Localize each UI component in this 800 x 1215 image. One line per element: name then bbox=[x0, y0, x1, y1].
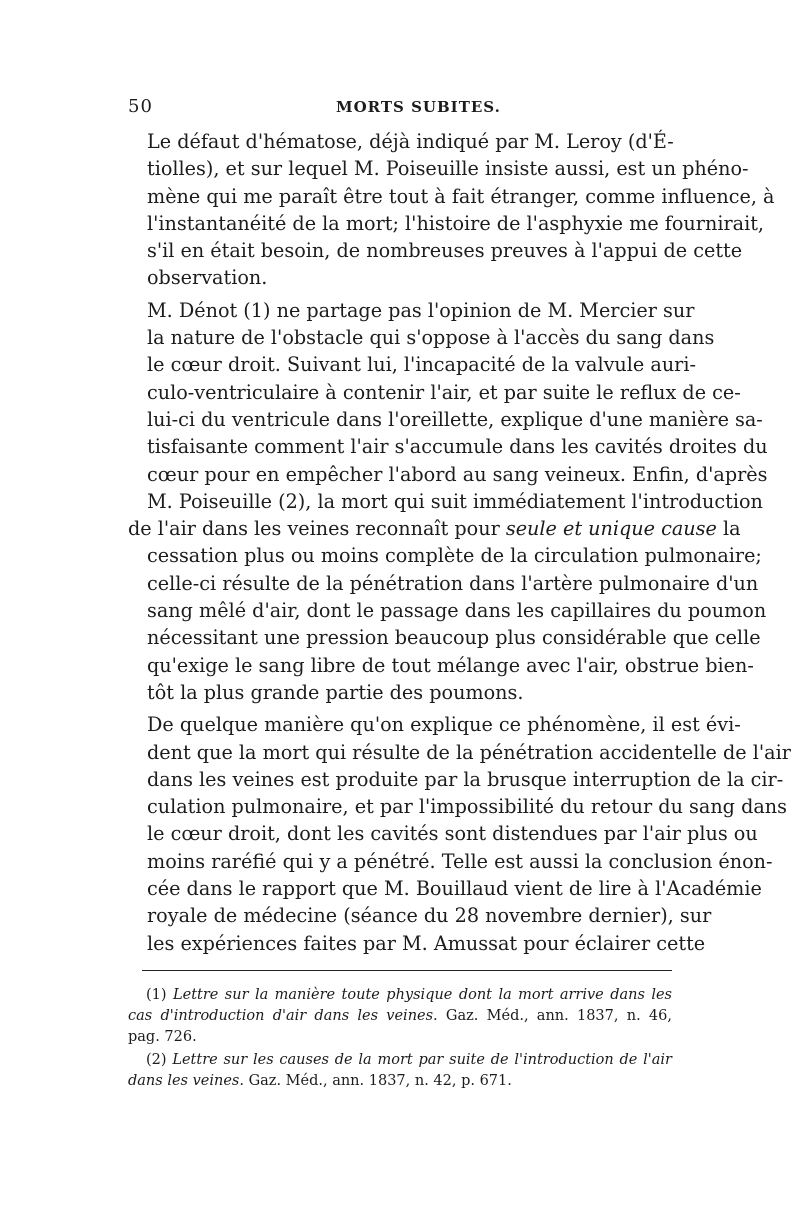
footnote-line: pag. 726. bbox=[128, 1028, 197, 1045]
text-line: De quelque manière qu'on explique ce phénomène, il est évi- bbox=[147, 713, 741, 737]
text-line: dent que la mort qui résulte de la pénétration accidentelle de l'air bbox=[147, 740, 791, 764]
paragraph-2 bbox=[128, 297, 768, 706]
text-line: Le défaut d'hématose, déjà indiqué par M. Leroy (d'É- bbox=[147, 130, 674, 153]
text-run: de l'air dans les veines reconnaît pour bbox=[128, 517, 506, 541]
text-line: royale de médecine (séance du 28 novembre dernier), sur bbox=[147, 904, 712, 928]
text-line: le cœur droit, dont les cavités sont distendues par l'air plus ou bbox=[147, 822, 758, 846]
footnote-title: cas d'introduction d'air dans les veines. bbox=[128, 1007, 438, 1024]
footnotes bbox=[128, 985, 672, 1092]
text-line: tôt la plus grande partie des poumons. bbox=[147, 680, 524, 704]
book-page bbox=[128, 96, 791, 1092]
text-line: observation. bbox=[147, 266, 268, 290]
text-line: cessation plus ou moins complète de la circulation pulmonaire; bbox=[147, 544, 762, 568]
main-text bbox=[128, 128, 791, 957]
footnote-title: dans les veines. bbox=[128, 1072, 244, 1089]
text-line: dans les veines est produite par la brusque interruption de la cir- bbox=[147, 767, 784, 791]
footnote-title: Lettre sur les causes de la mort par suite de l'introduction de l'air bbox=[172, 1051, 672, 1068]
text-line: le cœur droit. Suivant lui, l'incapacité de la valvule auri- bbox=[147, 353, 696, 377]
footnote-line bbox=[128, 1050, 672, 1071]
text-line: sang mêlé d'air, dont le passage dans les capillaires du poumon bbox=[147, 599, 767, 623]
text-line: nécessitant une pression beaucoup plus considérable que celle bbox=[147, 626, 761, 650]
footnote-1 bbox=[128, 985, 672, 1048]
paragraph-1 bbox=[128, 128, 775, 292]
text-line: s'il en était besoin, de nombreuses preuves à l'appui de cette bbox=[147, 239, 743, 263]
footnote-marker: (2) bbox=[146, 1051, 167, 1068]
text-line: M. Dénot (1) ne partage pas l'opinion de M. Mercier sur bbox=[147, 298, 695, 322]
page-number: 50 bbox=[128, 96, 153, 117]
text-line: moins raréfié qui y a pénétré. Telle est aussi la conclusion énon- bbox=[147, 849, 773, 873]
text-line-with-emphasis bbox=[128, 515, 741, 542]
footnote-divider bbox=[142, 970, 672, 971]
text-line: cée dans le rapport que M. Bouillaud vient de lire à l'Académie bbox=[147, 877, 762, 901]
text-run: la bbox=[716, 517, 741, 541]
text-line: qu'exige le sang libre de tout mélange avec l'air, obstrue bien- bbox=[147, 653, 754, 677]
footnote-2 bbox=[128, 1050, 672, 1092]
footnote-reference: Gaz. Méd., ann. 1837, n. 46, bbox=[437, 1007, 672, 1024]
footnote-line bbox=[128, 1006, 672, 1027]
text-line: les expériences faites par M. Amussat pour éclairer cette bbox=[147, 931, 706, 955]
text-line: celle-ci résulte de la pénétration dans l'artère pulmonaire d'un bbox=[147, 571, 759, 595]
text-line: cœur pour en empêcher l'abord au sang veineux. Enfin, d'après bbox=[147, 462, 768, 486]
running-header bbox=[128, 96, 672, 120]
text-line: l'instantanéité de la mort; l'histoire de l'asphyxie me fournirait, bbox=[147, 211, 765, 235]
text-line: la nature de l'obstacle qui s'oppose à l'accès du sang dans bbox=[147, 326, 715, 350]
footnote-line bbox=[128, 985, 672, 1006]
text-line: M. Poiseuille (2), la mort qui suit immédiatement l'introduction bbox=[147, 489, 763, 513]
text-line: tiolles), et sur lequel M. Poiseuille insiste aussi, est un phéno- bbox=[147, 157, 749, 181]
text-line: culation pulmonaire, et par l'impossibilité du retour du sang dans bbox=[147, 795, 787, 819]
footnote-marker: (1) bbox=[146, 986, 167, 1003]
text-line: lui-ci du ventricule dans l'oreillette, explique d'une manière sa- bbox=[147, 407, 763, 431]
text-line: tisfaisante comment l'air s'accumule dans les cavités droites du bbox=[147, 435, 768, 459]
paragraph-3 bbox=[128, 711, 791, 957]
text-line: mène qui me paraît être tout à fait étranger, comme influence, à bbox=[147, 184, 775, 208]
footnote-reference: Gaz. Méd., ann. 1837, n. 42, p. 671. bbox=[243, 1072, 512, 1089]
emphasis-text: seule et unique cause bbox=[505, 517, 717, 541]
text-line: culo-ventriculaire à contenir l'air, et par suite le reflux de ce- bbox=[147, 380, 741, 404]
footnote-line bbox=[128, 1071, 672, 1092]
running-title: MORTS SUBITES. bbox=[336, 98, 501, 116]
footnote-title: Lettre sur la manière toute physique dont la mort arrive dans les bbox=[172, 986, 672, 1003]
